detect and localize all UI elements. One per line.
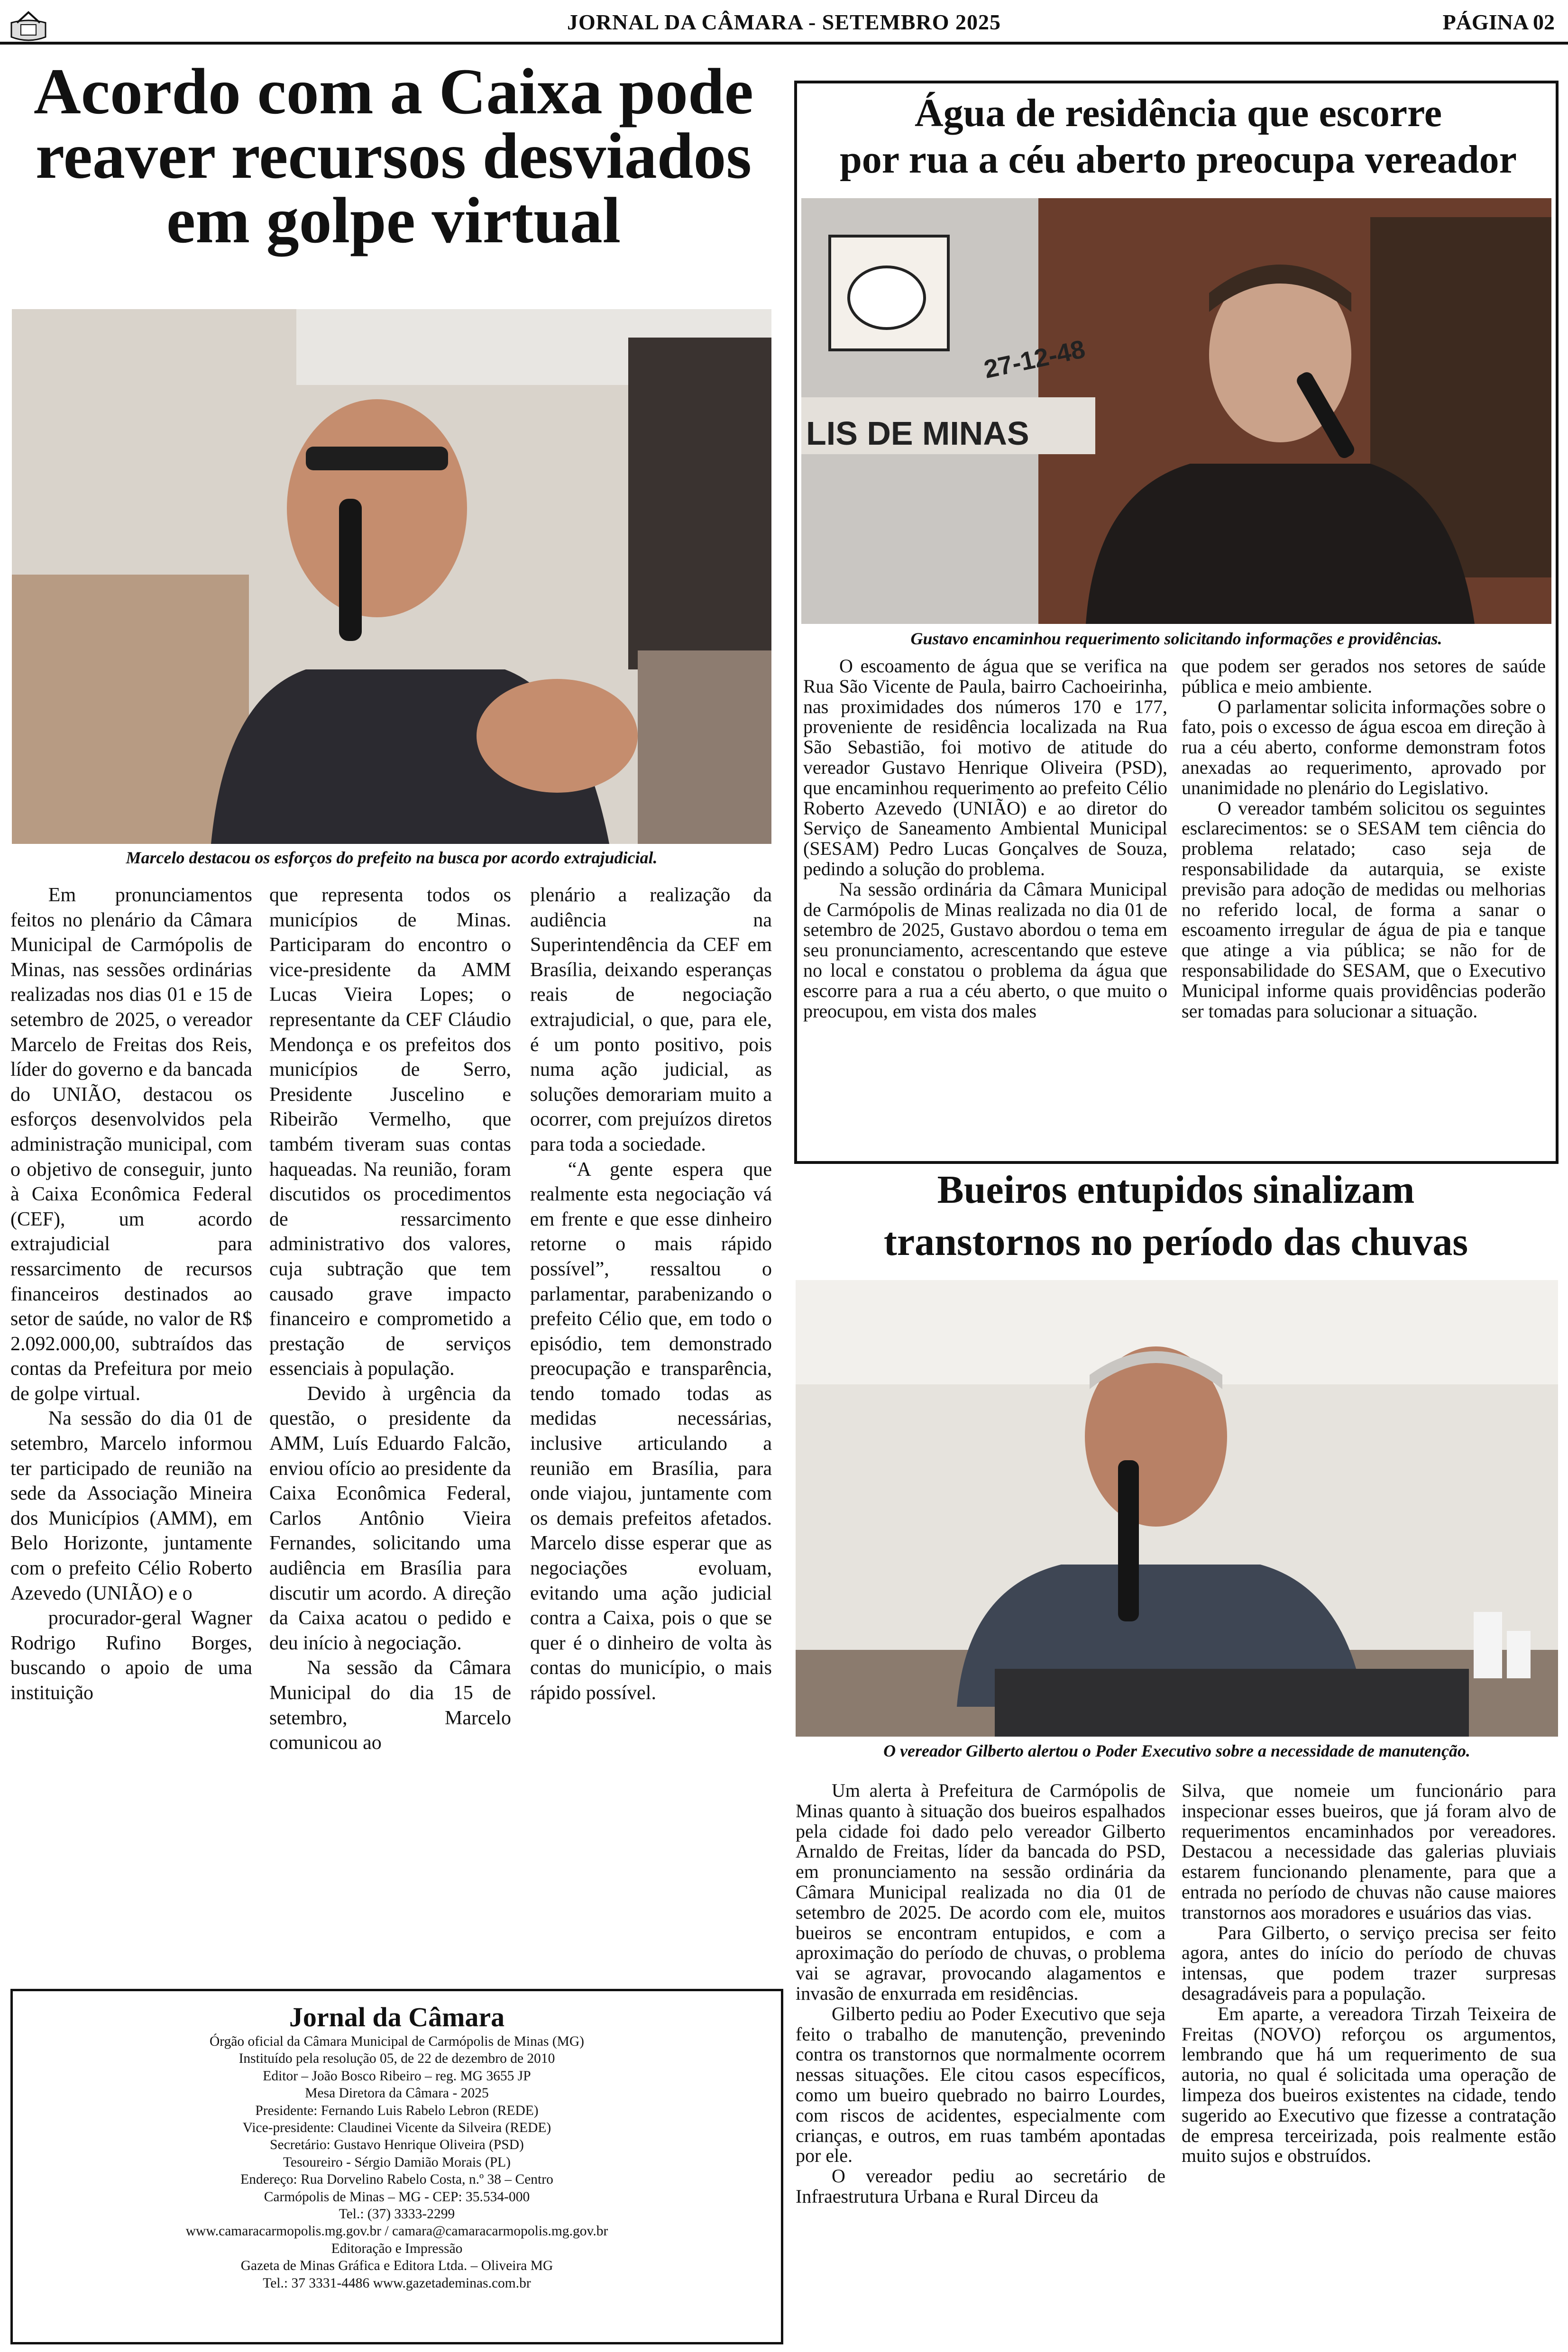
paragraph: O escoamento de água que se verifica na Rua São Vicente de Paula, bairro Cachoeirinha, nas proximidades dos números 170 e 177, proveniente de residência localizada na Rua São Sebastião, foi motivo de atitude do vereador Gustavo Henrique Oliveira (PSD), que encaminhou requerimento ao prefeito Célio Roberto Azevedo (UNIÃO) e ao diretor do Serviço de Saneamento Ambiental Municipal (SESAM) Pedro Lucas Gonçalves de Souza, pedindo a solução do problema.: [803, 655, 1167, 879]
article2-column-1: [803, 656, 1167, 1021]
headline-line: transtornos no período das chuvas: [883, 1220, 1468, 1264]
article2-column-2: [1182, 656, 1546, 1021]
masthead-line: Tel.: 37 3331-4486 www.gazetademinas.com.br: [263, 2275, 531, 2291]
headline-line: em golpe virtual: [166, 184, 621, 256]
article3-headline: [789, 1164, 1562, 1268]
masthead-line: www.camaracarmopolis.mg.gov.br / camara@camaracarmopolis.mg.gov.br: [185, 2224, 608, 2239]
paragraph: que podem ser gerados nos setores de saúde pública e meio ambiente.: [1182, 655, 1546, 697]
masthead-title: Jornal da Câmara: [289, 2002, 505, 2032]
paragraph: plenário a realização da audiência na Superintendência da CEF em Brasília, deixando esperanças reais de negociação extrajudicial, o que, para ele, é um ponto positivo, pois numa ação judicial, as soluções demorariam muito a ocorrer, com prejuízos diretos para toda a sociedade.: [530, 884, 772, 1155]
article1-photo: [12, 309, 771, 844]
article1-headline: [9, 55, 778, 256]
masthead-line: Gazeta de Minas Gráfica e Editora Ltda. – Oliveira MG: [240, 2258, 553, 2274]
masthead-line: Tesoureiro - Sérgio Damião Morais (PL): [283, 2154, 511, 2170]
masthead-line: Secretário: Gustavo Henrique Oliveira (PSD): [270, 2137, 524, 2153]
article1-column-3: [530, 883, 772, 1706]
page-number: PÁGINA 02: [1442, 10, 1555, 34]
header-rule: [0, 42, 1568, 45]
paragraph: O vereador pediu ao secretário de Infraestrutura Urbana e Rural Dirceu da: [796, 2165, 1165, 2207]
article3-column-1: [796, 1781, 1165, 2207]
paragraph: procurador-geral Wagner Rodrigo Rufino Borges, buscando o apoio de uma instituição: [10, 1607, 252, 1704]
masthead-line: Carmópolis de Minas – MG - CEP: 35.534-000: [264, 2189, 530, 2205]
headline-line: Bueiros entupidos sinalizam: [937, 1168, 1415, 1212]
masthead-line: Editor – João Bosco Ribeiro – reg. MG 3655 JP: [263, 2068, 531, 2084]
masthead-line: Vice-presidente: Claudinei Vicente da Silveira (REDE): [242, 2120, 551, 2136]
article2-headline: [806, 90, 1550, 183]
paragraph: Silva, que nomeie um funcionário para inspecionar esses bueiros, que já foram alvo de requerimentos encaminhados por vereadores. Destacou a necessidade das galerias pluviais estarem funcionando plenamente, para que a entrada no período de chuvas não cause maiores transtornos aos moradores e usuários das vias.: [1182, 1780, 1556, 1923]
paragraph: Em aparte, a vereadora Tirzah Teixeira de Freitas (NOVO) reforçou os argumentos, lembrando que há um requerimento de sua autoria, no qual é solicitada uma operação de limpeza dos bueiros existentes na cidade, tendo sugerido ao Executivo que fizesse a contratação de empresa terceirizada, pois realmente estão muito sujos e obstruídos.: [1182, 2003, 1556, 2167]
masthead-line: Órgão oficial da Câmara Municipal de Carmópolis de Minas (MG): [209, 2034, 585, 2049]
article1-column-1: [10, 883, 252, 1706]
masthead-line: Instituído pela resolução 05, de 22 de dezembro de 2010: [238, 2051, 555, 2067]
masthead-line: Tel.: (37) 3333-2299: [339, 2206, 455, 2222]
headline-line: Acordo com a Caixa pode: [34, 55, 753, 128]
paragraph: que representa todos os municípios de Minas. Participaram do encontro o vice-presidente da AMM Lucas Vieira Lopes; o representante da CEF Cláudio Mendonça e os prefeitos dos municípios de Serro, Presidente Juscelino e Ribeirão Vermelho, que também tiveram suas contas haqueadas. Na reunião, foram discutidos os procedimentos de ressarcimento administrativo dos valores, cuja subtração que tem causado grave impacto financeiro e comprometido a prestação de serviços essenciais à população.: [269, 884, 511, 1380]
paragraph: Na sessão ordinária da Câmara Municipal de Carmópolis de Minas realizada no dia 01 de setembro de 2025, Gustavo abordou o tema em seu pronunciamento, acrescentando que esteve no local e constatou o problema da água que escorre para a rua a céu aberto, o que muito o preocupou, em vista dos males: [803, 878, 1167, 1022]
paragraph: Na sessão do dia 01 de setembro, Marcelo informou ter participado de reunião na sede da Associação Mineira dos Municípios (AMM), em Belo Horizonte, juntamente com o prefeito Célio Roberto Azevedo (UNIÃO) e o: [10, 1408, 252, 1604]
headline-line: Água de residência que escorre: [914, 91, 1442, 135]
paragraph: “A gente espera que realmente esta negociação vá em frente e que esse dinheiro retorne o mais rápido possível”, ressaltou o parlamentar, parabenizando o prefeito Célio que, em todo o episódio, tem demonstrado preocupação e transparência, tendo tomado todas as medidas necessárias, inclusive articulando a reunião em Brasília, para onde viajou, juntamente com os demais prefeitos afetados. Marcelo disse esperar que as negociações evoluam, evitando uma ação judicial contra a Caixa, pois o que se quer é o dinheiro de volta às contas do município, o mais rápido possível.: [530, 1158, 772, 1704]
newspaper-header-title: JORNAL DA CÂMARA - SETEMBRO 2025: [567, 10, 1001, 34]
paragraph: Devido à urgência da questão, o presidente da AMM, Luís Eduardo Falcão, enviou ofício ao presidente da Caixa Econômica Federal, Carlos Antônio Vieira Fernandes, solicitando uma audiência em Brasília para discutir um acordo. A direção da Caixa acatou o pedido e deu início à negociação.: [269, 1382, 511, 1654]
photo-date-text: 27-12-48: [981, 335, 1088, 384]
headline-line: por rua a céu aberto preocupa vereador: [840, 137, 1517, 182]
masthead-line: Mesa Diretora da Câmara - 2025: [305, 2086, 489, 2101]
masthead-line: Presidente: Fernando Luis Rabelo Lebron (REDE): [255, 2103, 539, 2118]
masthead-box: [10, 1989, 783, 2344]
article3-photo: [796, 1280, 1558, 1737]
paragraph: O vereador também solicitou os seguintes esclarecimentos: se o SESAM tem ciência do problema relatado; caso seja de responsabilidade da autarquia, se existe previsão para adoção de medidas ou melhorias no referido local, de forma a sanar o escoamento irregular de água de pia e tanque que atinge a via pública; se não for de responsabilidade do SESAM, que o Executivo Municipal informe quais providências poderão ser tomadas para solucionar a situação.: [1182, 797, 1546, 1022]
article1-caption: Marcelo destacou os esforços do prefeito na busca por acordo extrajudicial.: [126, 848, 658, 867]
article2-photo: [801, 198, 1551, 624]
masthead-line: Editoração e Impressão: [331, 2241, 463, 2256]
article2-caption: Gustavo encaminhou requerimento solicitando informações e providências.: [910, 629, 1442, 648]
article1-column-2: [269, 883, 511, 1756]
article3-column-2: [1182, 1781, 1556, 2166]
headline-line: reaver recursos desviados: [35, 119, 752, 192]
paragraph: Em pronunciamentos feitos no plenário da Câmara Municipal de Carmópolis de Minas, nas sessões ordinárias realizadas nos dias 01 e 15 de setembro de 2025, o vereador Marcelo de Freitas dos Reis, líder do governo e da bancada do UNIÃO, destacou os esforços desenvolvidos pela administração municipal, com o objetivo de conseguir, junto à Caixa Econômica Federal (CEF), um acordo extrajudicial para ressarcimento de recursos financeiros destinados ao setor de saúde, no valor de R$ 2.092.000,00, subtraídos das contas da Prefeitura por meio de golpe virtual.: [10, 884, 252, 1405]
paragraph: O parlamentar solicita informações sobre o fato, pois o excesso de água escoa em direção à rua a céu aberto, conforme demonstram fotos anexadas ao requerimento, aprovado por unanimidade no plenário do Legislativo.: [1182, 696, 1546, 798]
paragraph: Gilberto pediu ao Poder Executivo que seja feito o trabalho de manutenção, prevenindo contra os transtornos que normalmente ocorrem nessas situações. Ele citou casos específicos, como um bueiro quebrado no bairro Lourdes, com riscos de acidentes, especialmente com crianças, e outros, em ruas também apontadas por ele.: [796, 2003, 1165, 2167]
paragraph: Na sessão da Câmara Municipal do dia 15 de setembro, Marcelo comunicou ao: [269, 1657, 511, 1754]
paragraph: Um alerta à Prefeitura de Carmópolis de Minas quanto à situação dos bueiros espalhados pela cidade foi dado pelo vereador Gilberto Arnaldo de Freitas, líder da bancada do PSD, em pronunciamento na sessão ordinária da Câmara Municipal realizada no dia 01 de setembro de 2025. De acordo com ele, muitos bueiros se encontram entupidos, e com a aproximação do período de chuvas, o problema vai se agravar, provocando alagamentos e invasão de enxurrada em residências.: [796, 1780, 1165, 2004]
photo-sign-text: LIS DE MINAS: [806, 415, 1029, 452]
paragraph: Para Gilberto, o serviço precisa ser feito agora, antes do início do período de chuvas intensas, que podem trazer surpresas desagradáveis para a população.: [1182, 1922, 1556, 2004]
masthead-line: Endereço: Rua Dorvelino Rabelo Costa, n.º 38 – Centro: [240, 2172, 553, 2187]
article3-caption: O vereador Gilberto alertou o Poder Executivo sobre a necessidade de manutenção.: [883, 1741, 1470, 1760]
